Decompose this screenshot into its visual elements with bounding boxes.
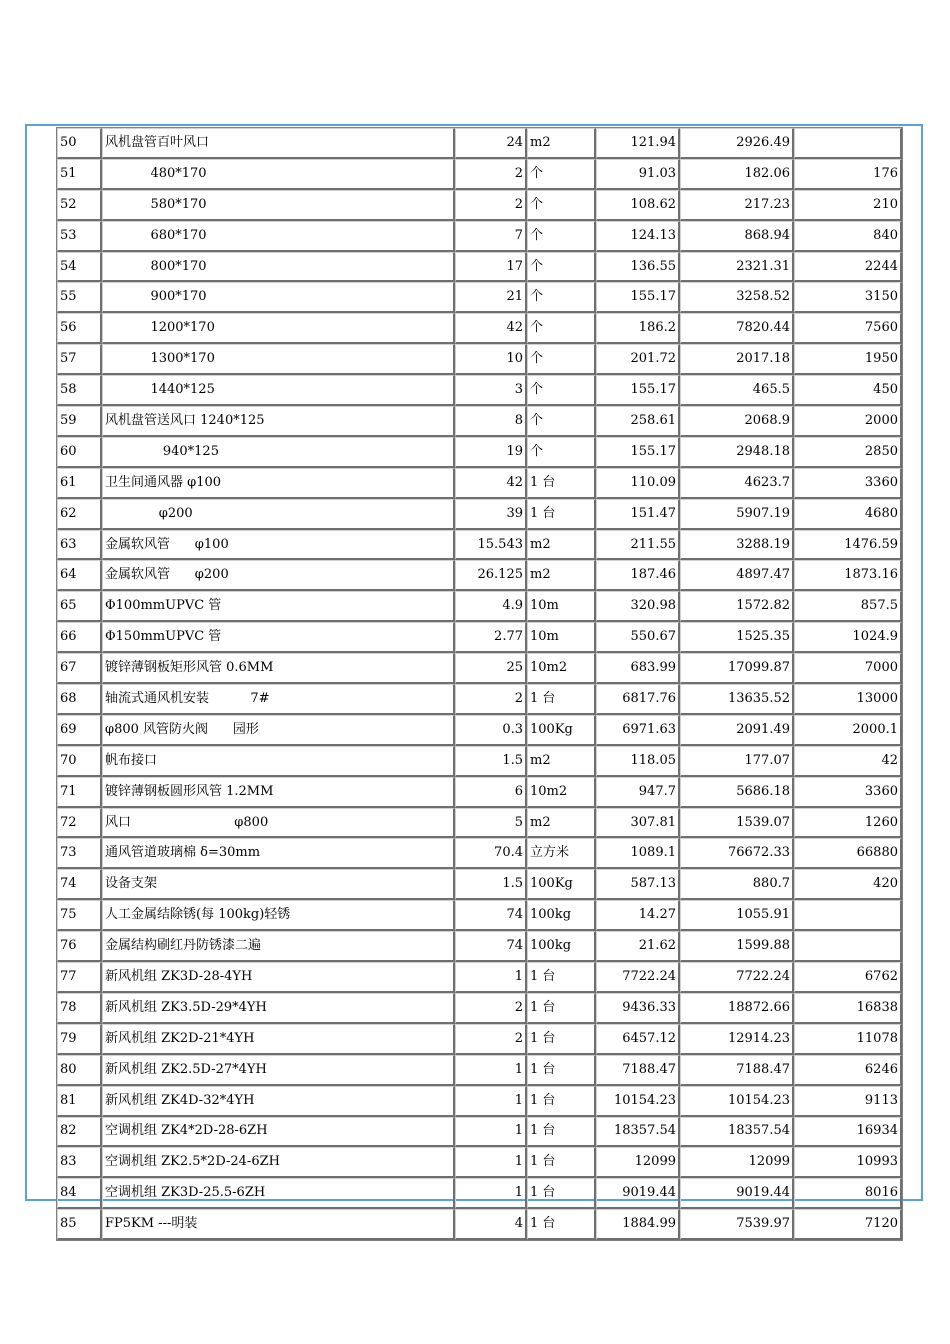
unit-price-cell: 6457.12: [596, 1024, 680, 1055]
last-column-cell: 1024.9: [794, 622, 902, 653]
item-name-cell: 卫生间通风器 φ100: [102, 468, 455, 499]
unit-price-cell: 550.67: [596, 622, 680, 653]
table-row: [57, 252, 902, 283]
amount-cell: 217.23: [680, 190, 794, 221]
item-name-cell: 1300*170: [102, 344, 455, 375]
unit-price-cell: 21.62: [596, 931, 680, 962]
quantity-cell: 1.5: [455, 746, 527, 777]
amount-cell: 5907.19: [680, 499, 794, 530]
table-row: [57, 746, 902, 777]
amount-cell: 2068.9: [680, 406, 794, 437]
last-column-cell: 7560: [794, 313, 902, 344]
quantity-cell: 1: [455, 962, 527, 993]
unit-cell: m2: [527, 808, 596, 839]
unit-price-cell: 187.46: [596, 560, 680, 591]
quantity-cell: 2.77: [455, 622, 527, 653]
table-row: [57, 1147, 902, 1178]
row-number-cell: 77: [57, 962, 102, 993]
quantity-cell: 7: [455, 221, 527, 252]
item-name-cell: 金属软风管 φ200: [102, 560, 455, 591]
quantity-cell: 1: [455, 1178, 527, 1209]
item-name-cell: 金属结构刷红丹防锈漆二遍: [102, 931, 455, 962]
unit-cell: 个: [527, 221, 596, 252]
amount-cell: 7539.97: [680, 1209, 794, 1240]
unit-cell: 1 台: [527, 1024, 596, 1055]
table-row: [57, 838, 902, 869]
amount-cell: 18872.66: [680, 993, 794, 1024]
last-column-cell: 420: [794, 869, 902, 900]
row-number-cell: 73: [57, 838, 102, 869]
unit-price-cell: 6817.76: [596, 684, 680, 715]
last-column-cell: 1950: [794, 344, 902, 375]
amount-cell: 1572.82: [680, 591, 794, 622]
unit-price-cell: 6971.63: [596, 715, 680, 746]
last-column-cell: 9113: [794, 1086, 902, 1117]
item-name-cell: Φ100mmUPVC 管: [102, 591, 455, 622]
unit-price-cell: 14.27: [596, 900, 680, 931]
item-name-cell: 580*170: [102, 190, 455, 221]
unit-cell: 个: [527, 313, 596, 344]
unit-cell: m2: [527, 560, 596, 591]
unit-price-cell: 9019.44: [596, 1178, 680, 1209]
unit-price-cell: 683.99: [596, 653, 680, 684]
row-number-cell: 81: [57, 1086, 102, 1117]
item-name-cell: 金属软风管 φ100: [102, 530, 455, 561]
last-column-cell: 840: [794, 221, 902, 252]
last-column-cell: 2850: [794, 437, 902, 468]
unit-cell: m2: [527, 128, 596, 159]
amount-cell: 76672.33: [680, 838, 794, 869]
unit-cell: 100kg: [527, 931, 596, 962]
amount-cell: 18357.54: [680, 1117, 794, 1148]
unit-cell: 个: [527, 282, 596, 313]
unit-cell: 100Kg: [527, 715, 596, 746]
unit-price-cell: 12099: [596, 1147, 680, 1178]
amount-cell: 17099.87: [680, 653, 794, 684]
table-row: [57, 591, 902, 622]
quantity-cell: 1: [455, 1086, 527, 1117]
last-column-cell: 450: [794, 375, 902, 406]
unit-price-cell: 124.13: [596, 221, 680, 252]
unit-price-cell: 307.81: [596, 808, 680, 839]
unit-cell: 100kg: [527, 900, 596, 931]
last-column-cell: 857.5: [794, 591, 902, 622]
unit-cell: 10m: [527, 591, 596, 622]
unit-price-cell: 211.55: [596, 530, 680, 561]
quantity-cell: 2: [455, 684, 527, 715]
table-row: [57, 962, 902, 993]
last-column-cell: 6246: [794, 1055, 902, 1086]
table-row: [57, 1024, 902, 1055]
last-column-cell: 210: [794, 190, 902, 221]
row-number-cell: 65: [57, 591, 102, 622]
table-row: [57, 530, 902, 561]
unit-cell: 个: [527, 344, 596, 375]
table-row: [57, 159, 902, 190]
item-name-cell: 风口 φ800: [102, 808, 455, 839]
row-number-cell: 70: [57, 746, 102, 777]
table-row: [57, 313, 902, 344]
unit-cell: 立方米: [527, 838, 596, 869]
table-row: [57, 406, 902, 437]
table-body: [57, 128, 902, 1240]
amount-cell: 465.5: [680, 375, 794, 406]
item-name-cell: 新风机组 ZK4D-32*4YH: [102, 1086, 455, 1117]
unit-price-cell: 108.62: [596, 190, 680, 221]
unit-price-cell: 1884.99: [596, 1209, 680, 1240]
unit-cell: 个: [527, 252, 596, 283]
quantity-price-table: [56, 127, 903, 1241]
unit-cell: 个: [527, 190, 596, 221]
quantity-cell: 5: [455, 808, 527, 839]
item-name-cell: 风机盘管百叶风口: [102, 128, 455, 159]
item-name-cell: FP5KM ---明装: [102, 1209, 455, 1240]
table-row: [57, 468, 902, 499]
unit-price-cell: 1089.1: [596, 838, 680, 869]
unit-cell: 个: [527, 375, 596, 406]
last-column-cell: [794, 900, 902, 931]
table-row: [57, 344, 902, 375]
last-column-cell: 6762: [794, 962, 902, 993]
quantity-cell: 4.9: [455, 591, 527, 622]
last-column-cell: 3150: [794, 282, 902, 313]
unit-cell: 10m2: [527, 653, 596, 684]
last-column-cell: 11078: [794, 1024, 902, 1055]
table-row: [57, 282, 902, 313]
amount-cell: 868.94: [680, 221, 794, 252]
quantity-cell: 2: [455, 190, 527, 221]
table-row: [57, 1209, 902, 1240]
item-name-cell: 空调机组 ZK4*2D-28-6ZH: [102, 1117, 455, 1148]
unit-cell: 1 台: [527, 1086, 596, 1117]
item-name-cell: Φ150mmUPVC 管: [102, 622, 455, 653]
unit-price-cell: 151.47: [596, 499, 680, 530]
amount-cell: 2948.18: [680, 437, 794, 468]
row-number-cell: 59: [57, 406, 102, 437]
table-row: [57, 715, 902, 746]
last-column-cell: 2244: [794, 252, 902, 283]
last-column-cell: 10993: [794, 1147, 902, 1178]
amount-cell: 4623.7: [680, 468, 794, 499]
unit-price-cell: 18357.54: [596, 1117, 680, 1148]
row-number-cell: 83: [57, 1147, 102, 1178]
item-name-cell: 1200*170: [102, 313, 455, 344]
last-column-cell: 176: [794, 159, 902, 190]
unit-cell: m2: [527, 746, 596, 777]
unit-price-cell: 7188.47: [596, 1055, 680, 1086]
quantity-cell: 4: [455, 1209, 527, 1240]
unit-cell: 1 台: [527, 684, 596, 715]
unit-cell: 1 台: [527, 1209, 596, 1240]
amount-cell: 7188.47: [680, 1055, 794, 1086]
unit-price-cell: 947.7: [596, 777, 680, 808]
unit-price-cell: 136.55: [596, 252, 680, 283]
last-column-cell: 42: [794, 746, 902, 777]
table-row: [57, 560, 902, 591]
row-number-cell: 71: [57, 777, 102, 808]
row-number-cell: 52: [57, 190, 102, 221]
unit-cell: 1 台: [527, 1147, 596, 1178]
quantity-cell: 2: [455, 993, 527, 1024]
quantity-cell: 2: [455, 1024, 527, 1055]
row-number-cell: 69: [57, 715, 102, 746]
table-row: [57, 900, 902, 931]
unit-cell: 1 台: [527, 1117, 596, 1148]
last-column-cell: 2000.1: [794, 715, 902, 746]
row-number-cell: 54: [57, 252, 102, 283]
table-row: [57, 993, 902, 1024]
table-row: [57, 221, 902, 252]
row-number-cell: 76: [57, 931, 102, 962]
unit-price-cell: 186.2: [596, 313, 680, 344]
amount-cell: 9019.44: [680, 1178, 794, 1209]
row-number-cell: 80: [57, 1055, 102, 1086]
unit-cell: 个: [527, 437, 596, 468]
unit-price-cell: 91.03: [596, 159, 680, 190]
table-row: [57, 1117, 902, 1148]
amount-cell: 177.07: [680, 746, 794, 777]
amount-cell: 12099: [680, 1147, 794, 1178]
quantity-cell: 15.543: [455, 530, 527, 561]
item-name-cell: 镀锌薄钢板圆形风管 1.2MM: [102, 777, 455, 808]
quantity-cell: 39: [455, 499, 527, 530]
row-number-cell: 60: [57, 437, 102, 468]
item-name-cell: 新风机组 ZK3D-28-4YH: [102, 962, 455, 993]
item-name-cell: φ800 风管防火阀 园形: [102, 715, 455, 746]
item-name-cell: 空调机组 ZK2.5*2D-24-6ZH: [102, 1147, 455, 1178]
quantity-cell: 42: [455, 313, 527, 344]
amount-cell: 10154.23: [680, 1086, 794, 1117]
quantity-cell: 19: [455, 437, 527, 468]
amount-cell: 4897.47: [680, 560, 794, 591]
row-number-cell: 79: [57, 1024, 102, 1055]
item-name-cell: φ200: [102, 499, 455, 530]
item-name-cell: 680*170: [102, 221, 455, 252]
table-row: [57, 1055, 902, 1086]
row-number-cell: 55: [57, 282, 102, 313]
amount-cell: 7820.44: [680, 313, 794, 344]
row-number-cell: 64: [57, 560, 102, 591]
last-column-cell: [794, 931, 902, 962]
item-name-cell: 镀锌薄钢板矩形风管 0.6MM: [102, 653, 455, 684]
table-row: [57, 1178, 902, 1209]
quantity-cell: 17: [455, 252, 527, 283]
row-number-cell: 50: [57, 128, 102, 159]
row-number-cell: 78: [57, 993, 102, 1024]
table-row: [57, 437, 902, 468]
row-number-cell: 66: [57, 622, 102, 653]
unit-cell: 个: [527, 159, 596, 190]
row-number-cell: 63: [57, 530, 102, 561]
quantity-cell: 74: [455, 931, 527, 962]
quantity-cell: 3: [455, 375, 527, 406]
item-name-cell: 帆布接口: [102, 746, 455, 777]
unit-cell: 1 台: [527, 468, 596, 499]
unit-cell: 1 台: [527, 1055, 596, 1086]
table-row: [57, 684, 902, 715]
amount-cell: 3288.19: [680, 530, 794, 561]
amount-cell: 1055.91: [680, 900, 794, 931]
unit-price-cell: 9436.33: [596, 993, 680, 1024]
table-row: [57, 1086, 902, 1117]
amount-cell: 1539.07: [680, 808, 794, 839]
item-name-cell: 1440*125: [102, 375, 455, 406]
table-row: [57, 653, 902, 684]
item-name-cell: 900*170: [102, 282, 455, 313]
row-number-cell: 67: [57, 653, 102, 684]
unit-cell: 1 台: [527, 962, 596, 993]
row-number-cell: 85: [57, 1209, 102, 1240]
table-row: [57, 808, 902, 839]
row-number-cell: 72: [57, 808, 102, 839]
amount-cell: 1525.35: [680, 622, 794, 653]
item-name-cell: 新风机组 ZK2D-21*4YH: [102, 1024, 455, 1055]
last-column-cell: 1476.59: [794, 530, 902, 561]
unit-cell: m2: [527, 530, 596, 561]
row-number-cell: 68: [57, 684, 102, 715]
row-number-cell: 51: [57, 159, 102, 190]
row-number-cell: 82: [57, 1117, 102, 1148]
quantity-cell: 8: [455, 406, 527, 437]
item-name-cell: 800*170: [102, 252, 455, 283]
last-column-cell: 16838: [794, 993, 902, 1024]
unit-cell: 10m2: [527, 777, 596, 808]
item-name-cell: 设备支架: [102, 869, 455, 900]
table-row: [57, 622, 902, 653]
row-number-cell: 58: [57, 375, 102, 406]
item-name-cell: 新风机组 ZK2.5D-27*4YH: [102, 1055, 455, 1086]
last-column-cell: 4680: [794, 499, 902, 530]
quantity-cell: 10: [455, 344, 527, 375]
item-name-cell: 空调机组 ZK3D-25.5-6ZH: [102, 1178, 455, 1209]
amount-cell: 2321.31: [680, 252, 794, 283]
unit-price-cell: 110.09: [596, 468, 680, 499]
amount-cell: 2017.18: [680, 344, 794, 375]
amount-cell: 12914.23: [680, 1024, 794, 1055]
item-name-cell: 风机盘管送风口 1240*125: [102, 406, 455, 437]
amount-cell: 7722.24: [680, 962, 794, 993]
amount-cell: 1599.88: [680, 931, 794, 962]
quantity-cell: 6: [455, 777, 527, 808]
unit-cell: 1 台: [527, 1178, 596, 1209]
table-row: [57, 869, 902, 900]
item-name-cell: 通风管道玻璃棉 δ=30mm: [102, 838, 455, 869]
last-column-cell: 1873.16: [794, 560, 902, 591]
unit-price-cell: 155.17: [596, 375, 680, 406]
last-column-cell: 1260: [794, 808, 902, 839]
table-row: [57, 375, 902, 406]
unit-cell: 1 台: [527, 499, 596, 530]
row-number-cell: 53: [57, 221, 102, 252]
table-row: [57, 128, 902, 159]
unit-price-cell: 118.05: [596, 746, 680, 777]
amount-cell: 2091.49: [680, 715, 794, 746]
row-number-cell: 57: [57, 344, 102, 375]
unit-price-cell: 258.61: [596, 406, 680, 437]
last-column-cell: 3360: [794, 468, 902, 499]
table-row: [57, 777, 902, 808]
last-column-cell: 7120: [794, 1209, 902, 1240]
unit-price-cell: 155.17: [596, 437, 680, 468]
row-number-cell: 61: [57, 468, 102, 499]
unit-price-cell: 587.13: [596, 869, 680, 900]
unit-price-cell: 121.94: [596, 128, 680, 159]
unit-price-cell: 7722.24: [596, 962, 680, 993]
amount-cell: 880.7: [680, 869, 794, 900]
last-column-cell: [794, 128, 902, 159]
unit-price-cell: 10154.23: [596, 1086, 680, 1117]
unit-cell: 100Kg: [527, 869, 596, 900]
amount-cell: 5686.18: [680, 777, 794, 808]
row-number-cell: 74: [57, 869, 102, 900]
item-name-cell: 480*170: [102, 159, 455, 190]
quantity-cell: 70.4: [455, 838, 527, 869]
table-row: [57, 190, 902, 221]
quantity-cell: 1: [455, 1147, 527, 1178]
last-column-cell: 13000: [794, 684, 902, 715]
amount-cell: 2926.49: [680, 128, 794, 159]
last-column-cell: 3360: [794, 777, 902, 808]
quantity-cell: 2: [455, 159, 527, 190]
amount-cell: 182.06: [680, 159, 794, 190]
last-column-cell: 66880: [794, 838, 902, 869]
table-row: [57, 931, 902, 962]
unit-cell: 10m: [527, 622, 596, 653]
quantity-cell: 1: [455, 1117, 527, 1148]
quantity-cell: 21: [455, 282, 527, 313]
quantity-cell: 42: [455, 468, 527, 499]
quantity-cell: 26.125: [455, 560, 527, 591]
item-name-cell: 新风机组 ZK3.5D-29*4YH: [102, 993, 455, 1024]
last-column-cell: 16934: [794, 1117, 902, 1148]
last-column-cell: 7000: [794, 653, 902, 684]
item-name-cell: 人工金属结除锈(每 100kg)轻锈: [102, 900, 455, 931]
row-number-cell: 84: [57, 1178, 102, 1209]
last-column-cell: 2000: [794, 406, 902, 437]
unit-price-cell: 201.72: [596, 344, 680, 375]
unit-price-cell: 320.98: [596, 591, 680, 622]
item-name-cell: 轴流式通风机安装 7#: [102, 684, 455, 715]
row-number-cell: 56: [57, 313, 102, 344]
quantity-cell: 74: [455, 900, 527, 931]
quantity-cell: 24: [455, 128, 527, 159]
table-row: [57, 499, 902, 530]
unit-cell: 1 台: [527, 993, 596, 1024]
item-name-cell: 940*125: [102, 437, 455, 468]
quantity-cell: 25: [455, 653, 527, 684]
row-number-cell: 62: [57, 499, 102, 530]
row-number-cell: 75: [57, 900, 102, 931]
amount-cell: 3258.52: [680, 282, 794, 313]
amount-cell: 13635.52: [680, 684, 794, 715]
unit-price-cell: 155.17: [596, 282, 680, 313]
unit-cell: 个: [527, 406, 596, 437]
quantity-cell: 1.5: [455, 869, 527, 900]
quantity-cell: 1: [455, 1055, 527, 1086]
quantity-cell: 0.3: [455, 715, 527, 746]
last-column-cell: 8016: [794, 1178, 902, 1209]
